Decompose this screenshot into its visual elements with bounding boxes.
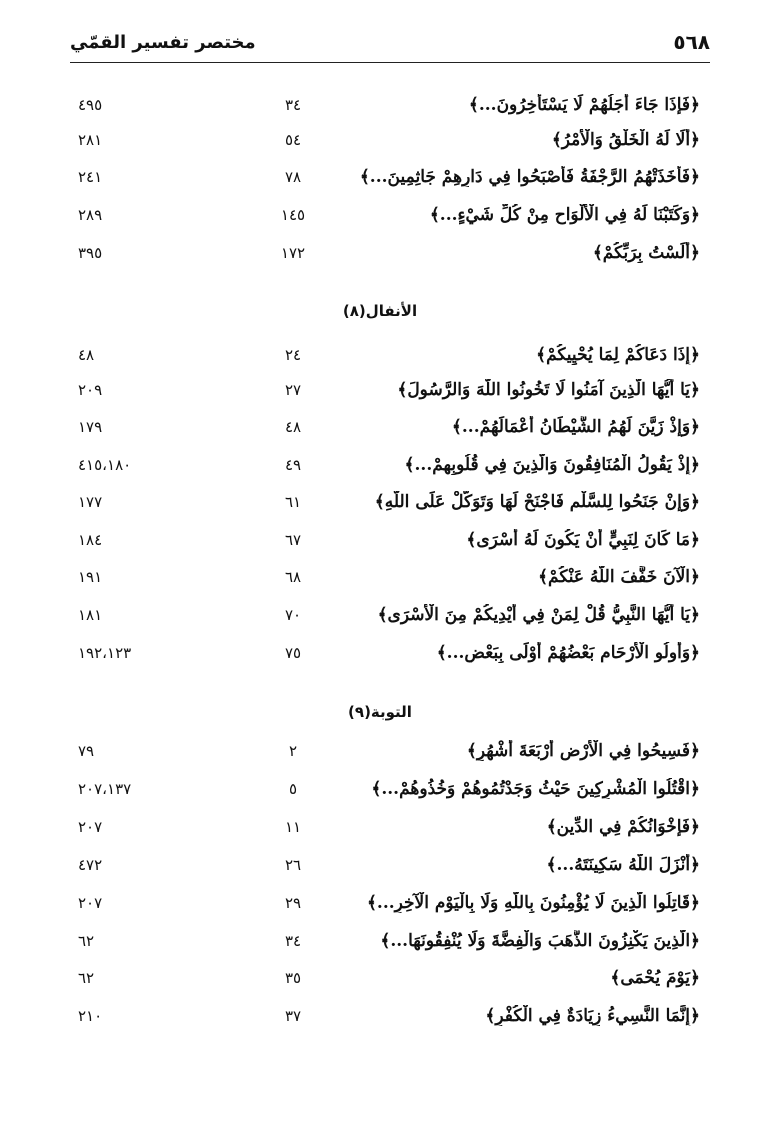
page-refs: ١٩١ — [78, 568, 103, 586]
verse-text: ﴿أَلَسْتُ بِرَبِّكُمْ﴾ — [592, 243, 700, 263]
page-refs: ٢١٠ — [78, 1007, 103, 1025]
page-refs: ١٧٧ — [78, 493, 103, 511]
ayah-number: ٢٦ — [284, 856, 302, 874]
verse-text: ﴿وَإِنْ جَنَحُوا لِلسَّلْمِ فَاجْنَحْ لَهَا وَتَوَكَّلْ عَلَى اللَّهِ﴾ — [374, 492, 700, 512]
ayah-number: ٣٥ — [284, 969, 302, 987]
page-refs: ١٧٩ — [78, 418, 103, 436]
ayah-number: ٥ — [288, 780, 298, 798]
ayah-number: ٢٤ — [284, 346, 302, 364]
index-row — [0, 450, 779, 486]
index-row — [0, 238, 779, 274]
verse-text: ﴿الَّذِينَ يَكْنِزُونَ الذَّهَبَ وَالْفِضَّةَ وَلَا يُنْفِقُونَهَا...﴾ — [380, 931, 700, 951]
page-refs: ٢٠٧ — [78, 818, 103, 836]
ayah-number: ٢٩ — [284, 894, 302, 912]
index-row — [0, 340, 779, 376]
page-refs: ١٩٢،١٢٣ — [78, 644, 132, 662]
page-refs: ٦٢ — [78, 932, 95, 950]
page-refs: ٢٤١ — [78, 168, 103, 186]
index-row — [0, 125, 779, 161]
page-refs: ١٨٤ — [78, 531, 103, 549]
verse-text: ﴿إِذْ يَقُولُ الْمُنَافِقُونَ وَالَّذِينَ فِي قُلُوبِهِمْ...﴾ — [404, 455, 700, 475]
page-refs: ٢٠٧ — [78, 894, 103, 912]
section-heading-anfal: الأنفال(٨) — [342, 302, 418, 320]
ayah-number: ٦٧ — [284, 531, 302, 549]
verse-text: ﴿الْآنَ خَفَّفَ اللَّهُ عَنْكُمْ﴾ — [538, 567, 700, 587]
verse-text: ﴿وَإِذْ زَيَّنَ لَهُمُ الشَّيْطَانُ أَعْمَالَهُمْ...﴾ — [451, 417, 700, 437]
index-row — [0, 487, 779, 523]
verse-text: ﴿يَا أَيُّهَا الَّذِينَ آمَنُوا لَا تَخُونُوا اللَّهَ وَالرَّسُولَ﴾ — [397, 380, 700, 400]
verse-text: ﴿مَا كَانَ لِنَبِيٍّ أَنْ يَكُونَ لَهُ أَسْرَى﴾ — [466, 530, 700, 550]
page-refs: ٤٩٥ — [78, 96, 103, 114]
ayah-number: ٥٤ — [284, 131, 302, 149]
verse-text: ﴿اقْتُلُوا الْمُشْرِكِينَ حَيْثُ وَجَدْتُمُوهُمْ وَخُذُوهُمْ...﴾ — [371, 779, 700, 799]
verse-text: ﴿وَكَتَبْنَا لَهُ فِي الْأَلْوَاحِ مِنْ كُلِّ شَيْءٍ...﴾ — [429, 205, 700, 225]
page-refs: ٧٩ — [78, 742, 95, 760]
index-row — [0, 812, 779, 848]
ayah-number: ٤٩ — [284, 456, 302, 474]
index-row — [0, 200, 779, 236]
index-row — [0, 412, 779, 448]
index-row — [0, 162, 779, 198]
ayah-number: ١١ — [284, 818, 302, 836]
page-refs: ١٨١ — [78, 606, 103, 624]
index-row — [0, 638, 779, 674]
index-row — [0, 525, 779, 561]
index-row — [0, 375, 779, 411]
index-row — [0, 90, 779, 126]
page-refs: ٣٩٥ — [78, 244, 103, 262]
page-refs: ٢٠٩ — [78, 381, 103, 399]
index-row — [0, 600, 779, 636]
page-refs: ٤٨ — [78, 346, 95, 364]
verse-text: ﴿فَإِذَا جَاءَ أَجَلُهُمْ لَا يَسْتَأْخِرُونَ...﴾ — [468, 95, 700, 115]
ayah-number: ٦٨ — [284, 568, 302, 586]
verse-text: ﴿إِذَا دَعَاكُمْ لِمَا يُحْيِيكُمْ﴾ — [536, 345, 700, 365]
ayah-number: ٢٧ — [284, 381, 302, 399]
ayah-number: ٧٥ — [284, 644, 302, 662]
ayah-number: ١٤٥ — [280, 206, 306, 224]
ayah-number: ٧٨ — [284, 168, 302, 186]
verse-text: ﴿أَلَا لَهُ الْخَلْقُ وَالْأَمْرُ﴾ — [551, 130, 700, 150]
ayah-number: ١٧٢ — [280, 244, 306, 262]
page-refs: ٦٢ — [78, 969, 95, 987]
section-heading-tawba: التوبة(٩) — [348, 703, 412, 721]
verse-text: ﴿فَسِيحُوا فِي الْأَرْضِ أَرْبَعَةَ أَشْهُرٍ﴾ — [466, 741, 700, 761]
index-row — [0, 850, 779, 886]
ayah-number: ٣٧ — [284, 1007, 302, 1025]
index-row — [0, 1001, 779, 1037]
page-number: ٥٦٨ — [673, 30, 710, 54]
verse-text: ﴿فَإِخْوَانُكُمْ فِي الدِّينِ﴾ — [546, 817, 700, 837]
verse-text: ﴿إِنَّمَا النَّسِيءُ زِيَادَةٌ فِي الْكُفْرِ﴾ — [485, 1006, 700, 1026]
index-row — [0, 888, 779, 924]
page-refs: ٤٧٢ — [78, 856, 103, 874]
ayah-number: ٣٤ — [284, 96, 302, 114]
verse-text: ﴿يَوْمَ يُحْمَى﴾ — [610, 968, 700, 988]
ayah-number: ٦١ — [284, 493, 302, 511]
index-row — [0, 774, 779, 810]
ayah-number: ٤٨ — [284, 418, 302, 436]
verse-text: ﴿فَأَخَذَتْهُمُ الرَّجْفَةُ فَأَصْبَحُوا فِي دَارِهِمْ جَاثِمِينَ...﴾ — [359, 167, 700, 187]
verse-text: ﴿وَأُولُو الْأَرْحَامِ بَعْضُهُمْ أَوْلَى بِبَعْضٍ...﴾ — [436, 643, 700, 663]
verse-text: ﴿أَنْزَلَ اللَّهُ سَكِينَتَهُ...﴾ — [546, 855, 700, 875]
page-refs: ٢٠٧،١٣٧ — [78, 780, 132, 798]
verse-text: ﴿قَاتِلُوا الَّذِينَ لَا يُؤْمِنُونَ بِاللَّهِ وَلَا بِالْيَوْمِ الْآخِرِ...﴾ — [366, 893, 700, 913]
ayah-number: ٣٤ — [284, 932, 302, 950]
index-row — [0, 736, 779, 772]
ayah-number: ٧٠ — [284, 606, 302, 624]
verse-text: ﴿يَا أَيُّهَا النَّبِيُّ قُلْ لِمَنْ فِي أَيْدِيكُمْ مِنَ الْأَسْرَى﴾ — [377, 605, 700, 625]
index-row — [0, 562, 779, 598]
index-row — [0, 963, 779, 999]
index-row — [0, 926, 779, 962]
book-title: مختصر تفسير القمّي — [70, 32, 256, 53]
ayah-number: ٢ — [288, 742, 298, 760]
page-refs: ٢٨١ — [78, 131, 103, 149]
page-refs: ٢٨٩ — [78, 206, 103, 224]
page-refs: ٤١٥،١٨٠ — [78, 456, 132, 474]
